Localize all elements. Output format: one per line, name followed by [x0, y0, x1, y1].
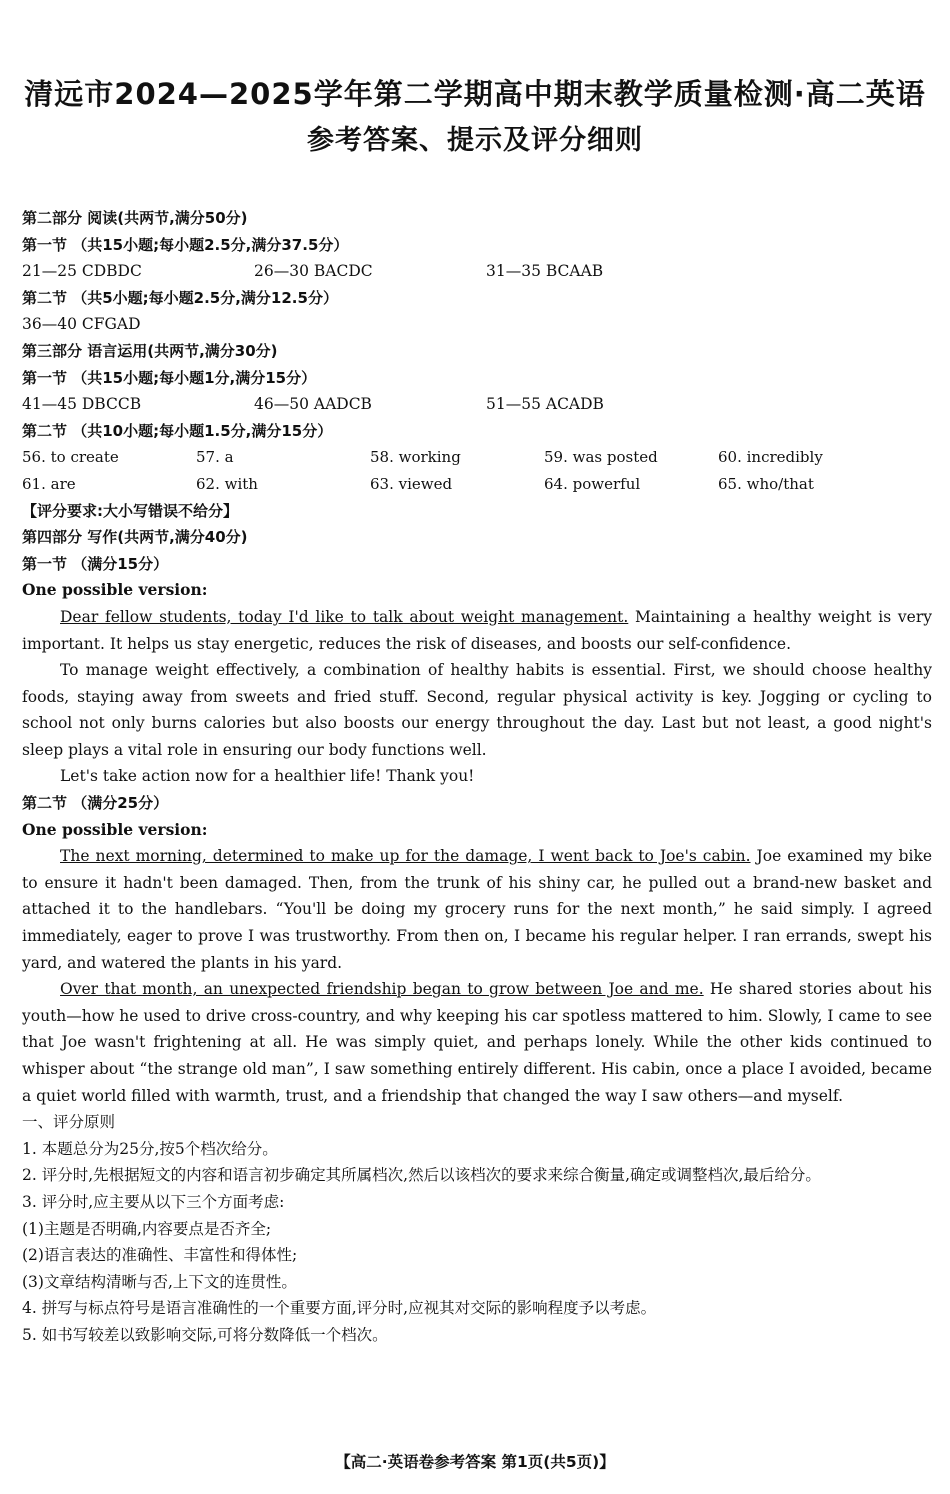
fill-answer: 65. who/that [718, 474, 814, 493]
part2-sec2-answers [22, 311, 932, 338]
underlined-sentence: Dear fellow students, today I'd like to talk about weight management. [60, 607, 629, 626]
part2-heading: 第二部分 阅读(共两节,满分50分) [22, 209, 248, 227]
paragraph-text: Maintaining a healthy weight is very important. It helps us stay energetic, reduces the risk of diseases, and boosts our self-confidence. [22, 607, 932, 653]
part3-heading: 第三部分 语言运用(共两节,满分30分) [22, 341, 278, 360]
essay2-paragraph2 [22, 976, 932, 1109]
essay1-paragraph3: Let's take action now for a healthier life! Thank you! [60, 767, 475, 786]
grading-subitem: (1)主题是否明确,内容要点是否齐全; [22, 1219, 272, 1238]
answer-group: 41—45 DBCCB [22, 395, 142, 414]
part4-sec2-heading: 第二节 （满分25分） [22, 794, 169, 813]
answer-content [22, 205, 932, 1349]
fill-answer: 62. with [196, 474, 258, 493]
paragraph-text: He shared stories about his youth—how he used to drive cross-country, and why keeping his car spotless mattered to him. Slowly, I came to see that Joe wasn't frightening at all. He was simply quiet, and perhaps lonely. While the other kids continued to whisper about “the strange old man”, I saw something entirely different. His cabin, once a place I avoided, became a quiet world filled with warmth, trust, and a friendship that changed the way I saw others—and myself. [22, 980, 932, 1105]
essay1-paragraph2: To manage weight effectively, a combination of healthy habits is essential. First, we should choose healthy foods, staying away from sweets and fried stuff. Second, regular physical activity is key. Jogging or cycling to school not only burns calories but also boosts our energy throughout the day. Last but not least, a good night's sleep plays a vital role in ensuring our body functions well. [22, 661, 932, 759]
grading-item: 2. 评分时,先根据短文的内容和语言初步确定其所属档次,然后以该档次的要求来综合衡量,确定或调整档次,最后给分。 [22, 1166, 821, 1185]
grading-item: 4. 拼写与标点符号是语言准确性的一个重要方面,评分时,应视其对交际的影响程度予以考虑。 [22, 1299, 657, 1318]
part3-sec2-row2 [22, 471, 932, 498]
fill-answer: 56. to create [22, 448, 119, 467]
page-subtitle: 参考答案、提示及评分细则 [307, 125, 643, 156]
page-footer: 【高二·英语卷参考答案 第1页(共5页)】 [335, 1453, 615, 1471]
fill-answer: 57. a [196, 448, 234, 467]
grading-item: 3. 评分时,应主要从以下三个方面考虑: [22, 1192, 285, 1211]
fill-answer: 63. viewed [370, 474, 453, 493]
grading-item: 1. 本题总分为25分,按5个档次给分。 [22, 1139, 278, 1158]
part4-heading: 第四部分 写作(共两节,满分40分) [22, 528, 248, 547]
grading-subitem: (2)语言表达的准确性、丰富性和得体性; [22, 1246, 298, 1265]
answer-group: 46—50 AADCB [254, 395, 372, 414]
grading-item: 5. 如书写较差以致影响交际,可将分数降低一个档次。 [22, 1325, 388, 1344]
scoring-rule: 【评分要求:大小写错误不给分】 [22, 501, 239, 520]
part3-sec1-answers [22, 391, 932, 418]
essay2-paragraph1 [22, 843, 932, 976]
part3-sec2-row1 [22, 444, 932, 471]
fill-answer: 64. powerful [544, 474, 641, 493]
version-label: One possible version: [22, 819, 208, 839]
version-label: One possible version: [22, 580, 208, 600]
fill-answer: 60. incredibly [718, 448, 823, 467]
grading-subitem: (3)文章结构清晰与否,上下文的连贯性。 [22, 1272, 297, 1291]
fill-answer: 61. are [22, 474, 76, 493]
answer-group: 51—55 ACADB [486, 395, 604, 414]
fill-answer: 59. was posted [544, 448, 658, 467]
underlined-sentence: Over that month, an unexpected friendship began to grow between Joe and me. [60, 980, 704, 999]
paragraph-text: Joe examined my bike to ensure it hadn't been damaged. Then, from the trunk of his shiny car, he pulled out a brand-new basket and attached it to the handlebars. “You'll be doing my grocery runs for the next month,” he said simply. I agreed immediately, eager to prove I was trustworthy. From then on, I became his regular helper. I ran errands, swept his yard, and watered the plants in his yard. [22, 847, 933, 972]
part2-sec2-heading: 第二节 （共5小题;每小题2.5分,满分12.5分） [22, 288, 338, 307]
part4-sec1-heading: 第一节 （满分15分） [22, 554, 169, 573]
page-title: 清远市2024—2025学年第二学期高中期末教学质量检测·高二英语 [24, 77, 926, 111]
answer-group: 21—25 CDBDC [22, 262, 142, 281]
answer-group: 31—35 BCAAB [486, 262, 604, 281]
essay1-paragraph1 [22, 604, 932, 657]
grading-heading: 一、评分原则 [22, 1113, 116, 1132]
answer-group: 26—30 BACDC [254, 262, 373, 281]
part2-sec1-heading: 第一节 （共15小题;每小题2.5分,满分37.5分） [22, 235, 349, 254]
answer-group: 36—40 CFGAD [22, 315, 141, 334]
underlined-sentence: The next morning, determined to make up for the damage, I went back to Joe's cabin. [60, 847, 751, 866]
part3-sec2-heading: 第二节 （共10小题;每小题1.5分,满分15分） [22, 421, 333, 440]
part2-sec1-answers [22, 258, 932, 285]
fill-answer: 58. working [370, 448, 461, 467]
part3-sec1-heading: 第一节 （共15小题;每小题1分,满分15分） [22, 368, 317, 387]
